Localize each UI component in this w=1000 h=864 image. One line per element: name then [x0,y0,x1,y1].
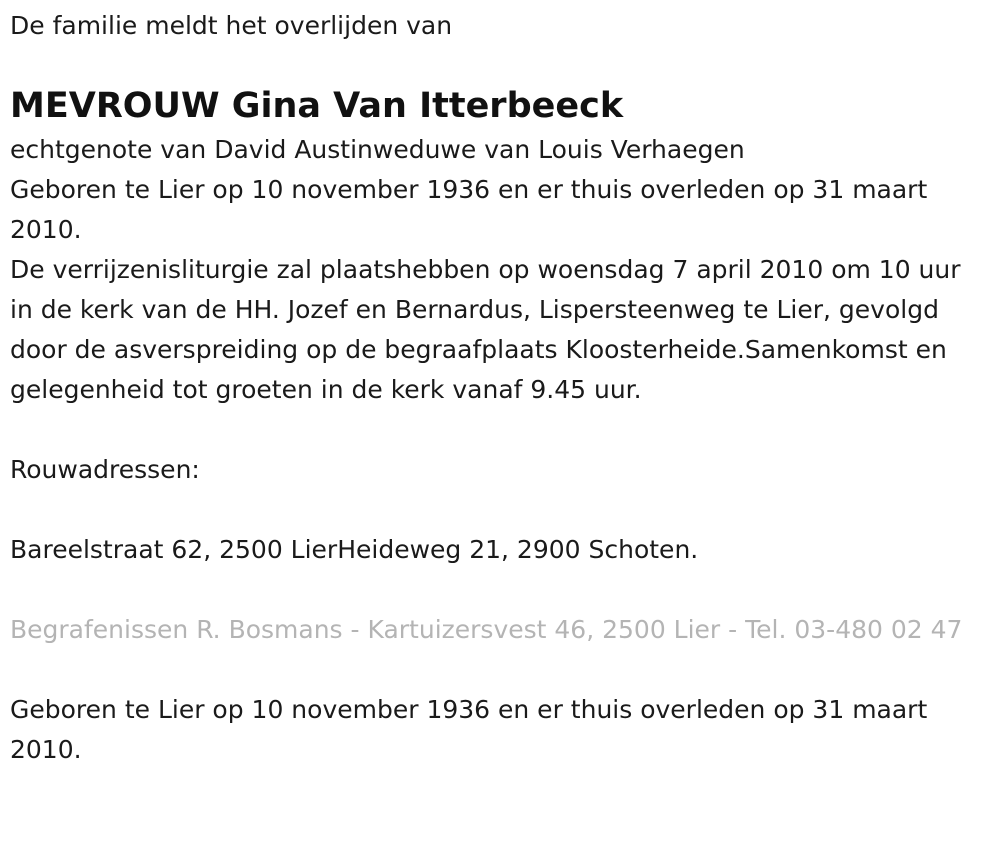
birth-death-repeat-text: Geboren te Lier op 10 november 1936 en er thuis overleden op 31 maart 2010. [10,695,928,764]
addresses-text: Bareelstraat 62, 2500 LierHeideweg 21, 2900 Schoten. [10,535,699,564]
spacer [10,410,990,450]
addresses-label: Rouwadressen: [10,455,200,484]
birth-death-text: Geboren te Lier op 10 november 1936 en er thuis overleden op 31 maart 2010. [10,175,928,244]
spacer [10,570,990,610]
spacer [10,490,990,530]
undertaker-text: Begrafenissen R. Bosmans - Kartuizersvest 46, 2500 Lier - Tel. 03-480 02 47 [10,615,963,644]
spouse-text: echtgenote van David Austinweduwe van Louis Verhaegen [10,135,745,164]
ceremony-text: De verrijzenisliturgie zal plaatshebben op woensdag 7 april 2010 om 10 uur in de kerk van de HH. Jozef en Bernardus, Lispersteenweg te Lier, gevolgd door de asverspreiding op de begraafplaats Kloosterheide.Samenkomst en gelegenheid tot groeten in de kerk vanaf 9.45 uur. [10,255,961,404]
deceased-name: MEVROUW Gina Van Itterbeeck [10,86,624,126]
intro-text: De familie meldt het overlijden van [10,11,453,40]
spacer [10,650,990,690]
